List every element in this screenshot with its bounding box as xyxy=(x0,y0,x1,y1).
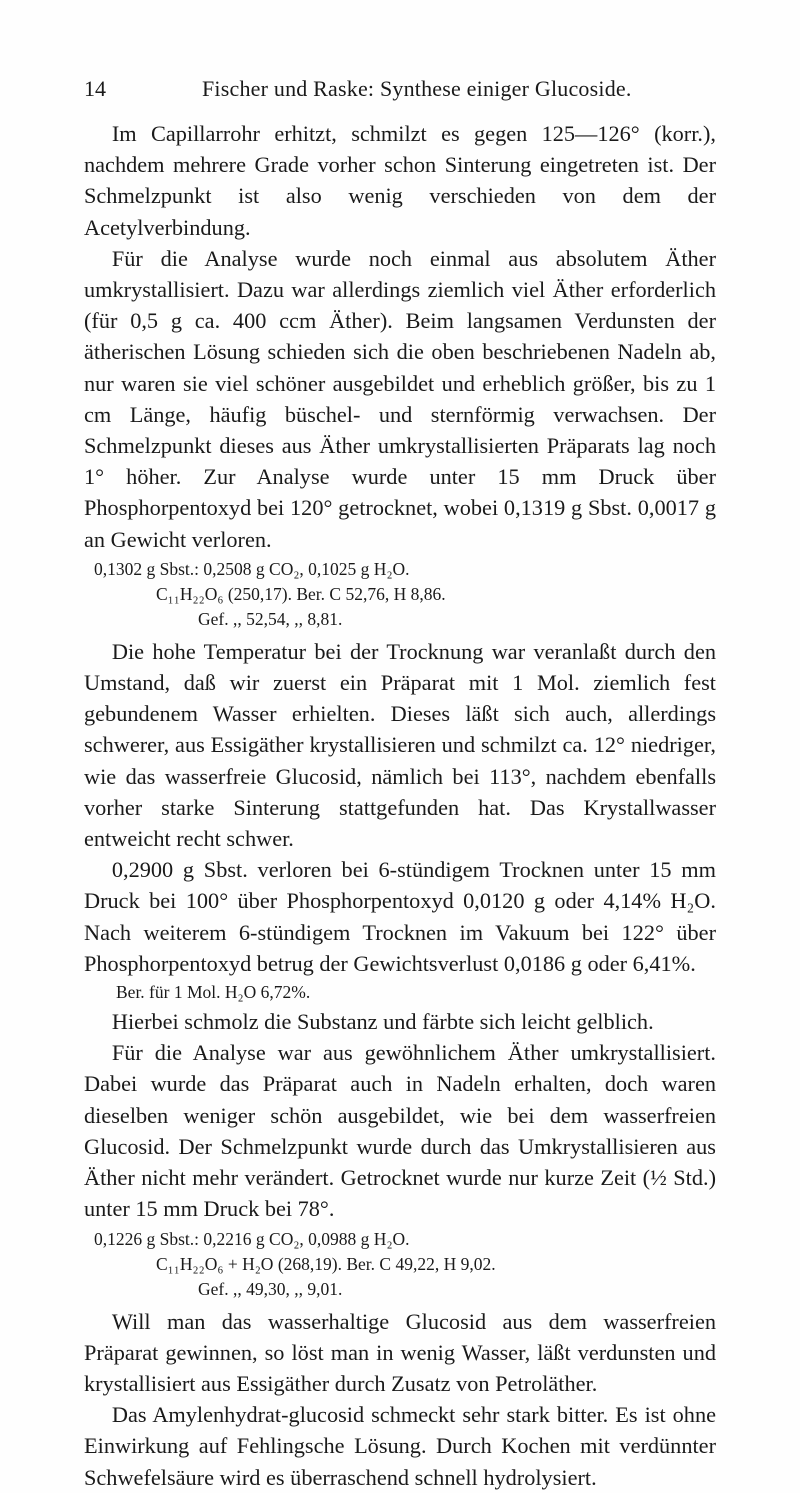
analysis-sample-line: 0,1302 g Sbst.: 0,2508 g CO₂, 0,1025 g H₂O. xyxy=(94,558,410,579)
paragraph-melting-yellow: Hierbei schmolz die Substanz und färbte sich leicht gelblich. xyxy=(111,1009,654,1035)
analysis-found-line: Gef. ,, 49,30, ,, 9,01. xyxy=(198,1278,343,1299)
analysis-block-hydrate xyxy=(84,1227,716,1302)
analysis-calculated-line: C₁₁H₂₂O₆ + H₂O (268,19). Ber. C 49,22, H 9,02. xyxy=(156,1253,496,1274)
body-text xyxy=(84,118,716,1493)
running-header xyxy=(84,76,712,106)
paragraph-taste-hydrolysis: Das Amylenhydrat-glucosid schmeckt sehr stark bitter. Es ist ohne Einwirkung auf Fehlingsche Lösung. Durch Kochen mit verdünnter Schwefelsäure wird es überraschend schnell hydrolysiert. xyxy=(84,1402,716,1490)
running-title: Fischer und Raske: Synthese einiger Glucoside. xyxy=(202,76,632,101)
paragraph-water-loss: 0,2900 g Sbst. verloren bei 6-stündigem Trocknen unter 15 mm Druck bei 100° über Phosphorpentoxyd 0,0120 g oder 4,14% H₂O. Nach weiterem 6-stündigem Trocknen im Vakuum bei 122° über Phosphorpentoxyd betrug der Gewichtsverlust 0,0186 g oder 6,41%. xyxy=(84,857,716,976)
paragraph-hydrate-analysis: Für die Analyse war aus gewöhnlichem Äther umkrystallisiert. Dabei wurde das Präparat auch in Nadeln erhalten, doch waren dieselben weniger schön ausgebildet, wie bei dem wasserfreien Glucosid. Der Schmelzpunkt wurde durch das Umkrystallisieren aus Äther nicht mehr verändert. Getrocknet wurde nur kurze Zeit (½ Std.) unter 15 mm Druck bei 78°. xyxy=(84,1040,716,1222)
page-number: 14 xyxy=(84,76,106,101)
paragraph-hydrate-preparation: Will man das wasserhaltige Glucosid aus dem wasserfreien Präparat gewinnen, so löst man in wenig Wasser, läßt verdunsten und krystallisiert aus Essigäther durch Zusatz von Petroläther. xyxy=(84,1308,716,1396)
analysis-sample-line: 0,1226 g Sbst.: 0,2216 g CO₂, 0,0988 g H₂O. xyxy=(94,1228,410,1249)
analysis-block-anhydrous xyxy=(84,557,716,632)
paragraph-melting-point: Im Capillarrohr erhitzt, schmilzt es gegen 125—126° (korr.), nachdem mehrere Grade vorher schon Sinterung eingetreten ist. Der Schmelzpunkt ist also wenig verschieden von dem der Acetylverbindung. xyxy=(84,121,716,240)
paragraph-drying-temperature: Die hohe Temperatur bei der Trocknung war veranlaßt durch den Umstand, daß wir zuerst ein Präparat mit 1 Mol. ziemlich fest gebundenem Wasser erhielten. Dieses läßt sich auch, allerdings schwerer, aus Essigäther krystallisieren und schmilzt ca. 12° niedriger, wie das wasserfreie Glucosid, nämlich bei 113°, nachdem ebenfalls vorher starke Sinterung stattgefunden hat. Das Krystallwasser entweicht recht schwer. xyxy=(84,638,716,852)
water-calculation-line: Ber. für 1 Mol. H₂O 6,72%. xyxy=(116,982,311,1003)
paragraph-recrystallization: Für die Analyse wurde noch einmal aus absolutem Äther umkrystallisiert. Dazu war allerdings ziemlich viel Äther erforderlich (für 0,5 g ca. 400 ccm Äther). Beim langsamen Verdunsten der ätherischen Lösung schieden sich die oben beschriebenen Nadeln ab, nur waren sie viel schöner ausgebildet und erheblich größer, bis zu 1 cm Länge, häufig büschel- und sternförmig verwachsen. Der Schmelzpunkt dieses aus Äther umkrystallisierten Präparats lag noch 1° höher. Zur Analyse wurde unter 15 mm Druck über Phosphorpentoxyd bei 120° getrocknet, wobei 0,1319 g Sbst. 0,0017 g an Gewicht verloren. xyxy=(84,245,716,552)
analysis-found-line: Gef. ,, 52,54, ,, 8,81. xyxy=(198,608,343,629)
analysis-calculated-line: C₁₁H₂₂O₆ (250,17). Ber. C 52,76, H 8,86. xyxy=(156,583,446,604)
